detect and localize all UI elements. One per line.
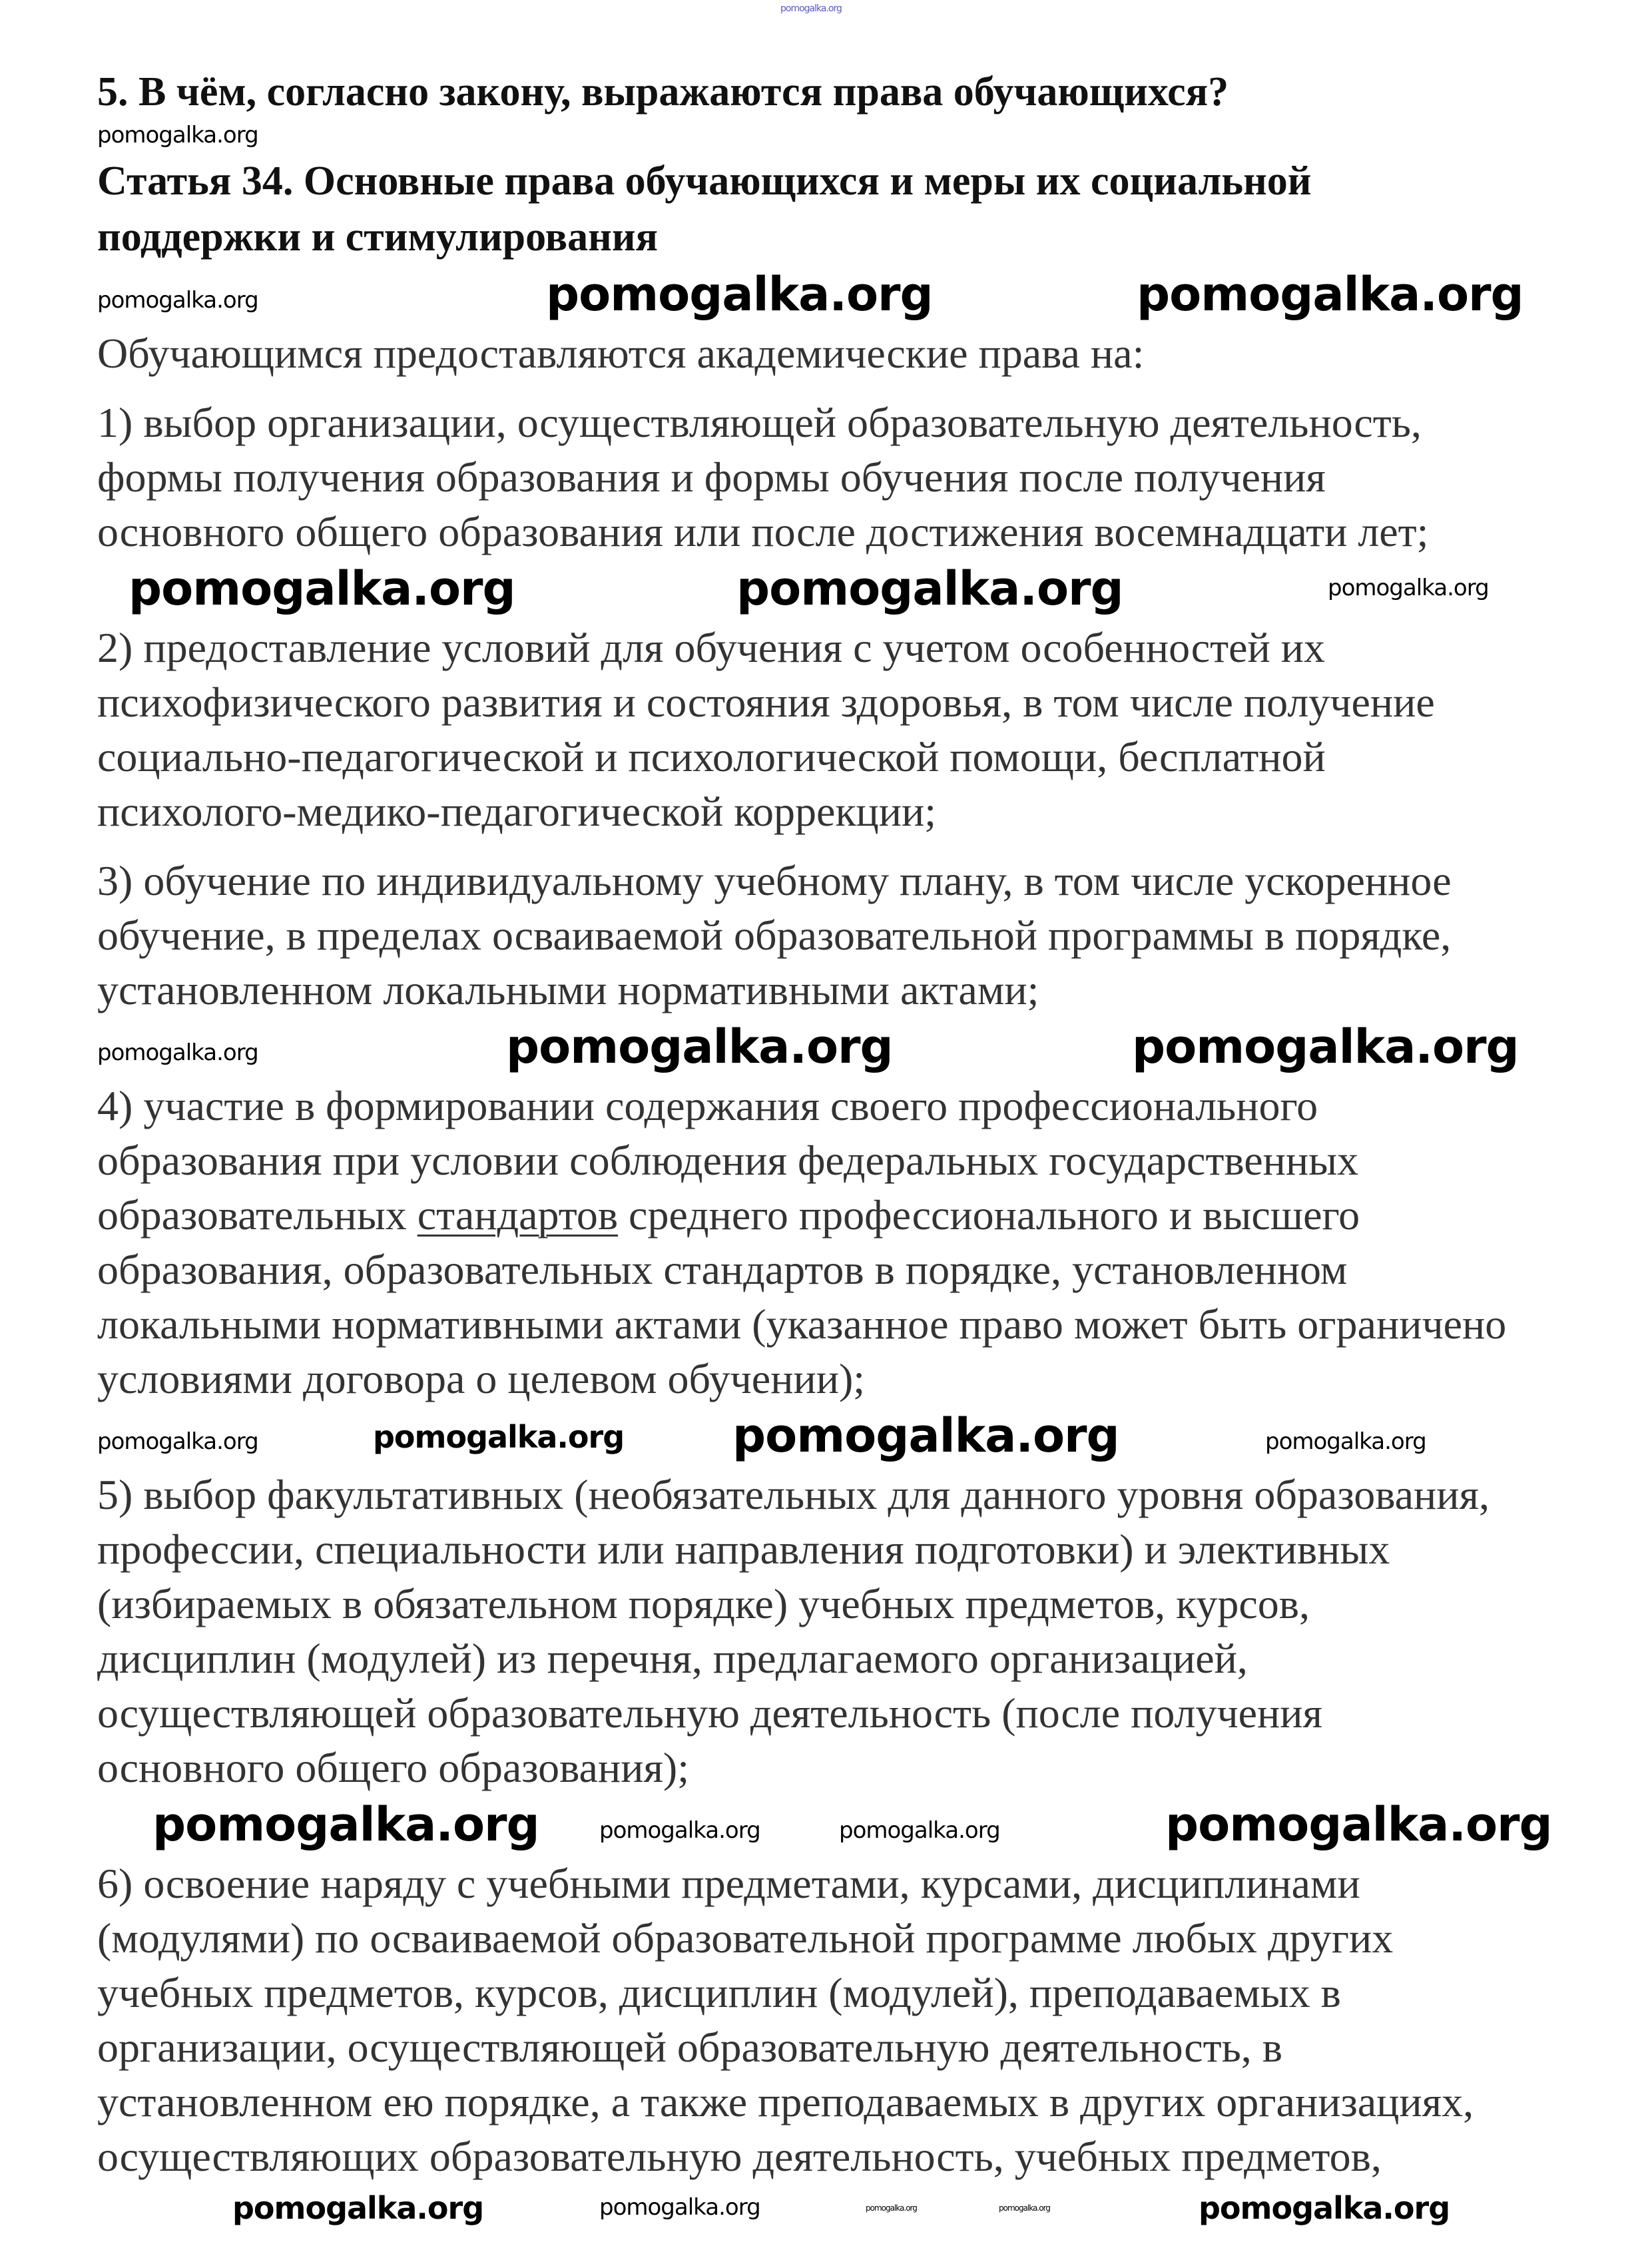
item-line: основного общего образования); [97, 1744, 689, 1791]
watermark: pomogalka.org [546, 267, 933, 322]
standards-link[interactable]: стандартов [417, 1191, 619, 1239]
item-line: 1) выбор организации, осуществляющей образовательную деятельность, [97, 399, 1422, 446]
item-line: учебных предметов, курсов, дисциплин (модулей), преподаваемых в [97, 1969, 1341, 2016]
item-4 [97, 1079, 1652, 1406]
item-6 [97, 1856, 1652, 2184]
item-text: среднего профессионального и высшего [618, 1191, 1360, 1239]
watermark: pomogalka.org [373, 1419, 625, 1455]
item-line: 4) участие в формировании содержания своего профессионального [97, 1082, 1318, 1129]
item-line: 3) обучение по индивидуальному учебному плану, в том числе ускоренное [97, 857, 1452, 904]
article-title [97, 153, 1652, 265]
watermark: pomogalka.org [866, 2203, 917, 2213]
watermark-row [0, 265, 1652, 326]
watermark: pomogalka.org [599, 1817, 760, 1844]
item-line: психофизического развития и состояния здоровья, в том числе получение [97, 679, 1435, 726]
item-line: (избираемых в обязательном порядке) учебных предметов, курсов, [97, 1580, 1310, 1627]
item-3 [97, 854, 1652, 1017]
watermark: pomogalka.org [97, 287, 258, 314]
watermark: pomogalka.org [839, 1817, 1000, 1844]
item-line: психолого-медико-педагогической коррекции; [97, 788, 937, 835]
watermark: pomogalka.org [1137, 267, 1523, 322]
item-line: локальными нормативными актами (указанное право может быть ограничено [97, 1300, 1507, 1348]
watermark: pomogalka.org [1328, 575, 1489, 601]
watermark-row [0, 1017, 1652, 1079]
item-line: 5) выбор факультативных (необязательных для данного уровня образования, [97, 1471, 1490, 1518]
watermark-row [0, 0, 1652, 24]
item-line: осуществляющей образовательную деятельность (после получения [97, 1689, 1322, 1737]
watermark: pomogalka.org [97, 122, 258, 148]
watermark-row [0, 120, 1652, 153]
watermark: pomogalka.org [506, 1019, 893, 1074]
question-text: 5. В чём, согласно закону, выражаются права обучающихся? [97, 69, 1229, 115]
item-line: образования при условии соблюдения федеральных государственных [97, 1137, 1359, 1184]
watermark: pomogalka.org [732, 1408, 1119, 1463]
item-line: профессии, специальности или направления подготовки) и элективных [97, 1526, 1390, 1573]
item-line: осуществляющих образовательную деятельность, учебных предметов, [97, 2133, 1382, 2180]
item-line: основного общего образования или после достижения восемнадцати лет; [97, 508, 1429, 555]
item-line: (модулями) по осваиваемой образовательной программе любых других [97, 1914, 1394, 1962]
watermark: pomogalka.org [152, 1797, 539, 1852]
item-line: установленном ею порядке, а также преподаваемых в других организациях, [97, 2078, 1474, 2125]
watermark: pomogalka.org [232, 2190, 484, 2226]
item-line: условиями договора о целевом обучении); [97, 1355, 866, 1402]
watermark-row [0, 2184, 1652, 2233]
watermark: pomogalka.org [599, 2194, 760, 2221]
item-2 [97, 621, 1652, 839]
item-line: 6) освоение наряду с учебными предметами, курсами, дисциплинами [97, 1860, 1360, 1907]
item-1 [97, 396, 1652, 559]
item-line: обучение, в пределах осваиваемой образовательной программы в порядке, [97, 912, 1452, 959]
watermark-row [0, 1795, 1652, 1856]
item-line: образования, образовательных стандартов в порядке, установленном [97, 1246, 1348, 1293]
item-line [97, 1188, 1652, 1243]
item-5 [97, 1468, 1652, 1795]
watermark: pomogalka.org [999, 2203, 1050, 2213]
watermark: pomogalka.org [1132, 1019, 1519, 1074]
watermark-row [0, 1406, 1652, 1468]
item-text: образовательных [97, 1191, 417, 1239]
watermark: pomogalka.org [736, 561, 1123, 616]
question-heading [97, 64, 1652, 120]
watermark: pomogalka.org [97, 1428, 258, 1455]
item-line: 2) предоставление условий для обучения с учетом особенностей их [97, 624, 1326, 671]
watermark: pomogalka.org [780, 3, 842, 14]
watermark-row [0, 559, 1652, 621]
item-line: формы получения образования и формы обучения после получения [97, 453, 1326, 501]
item-line: установленном локальными нормативными актами; [97, 966, 1039, 1013]
item-line: социально-педагогической и психологической помощи, бесплатной [97, 733, 1326, 780]
intro-text: Обучающимся предоставляются академические права на: [97, 330, 1145, 377]
watermark: pomogalka.org [1199, 2190, 1450, 2226]
article-title-line: Статья 34. Основные права обучающихся и меры их социальной [97, 158, 1312, 204]
item-line: дисциплин (модулей) из перечня, предлагаемого организацией, [97, 1635, 1248, 1682]
intro-paragraph [97, 326, 1652, 381]
watermark: pomogalka.org [1265, 1428, 1426, 1455]
watermark: pomogalka.org [129, 561, 515, 616]
item-line: организации, осуществляющей образовательную деятельность, в [97, 2024, 1282, 2071]
article-title-line: поддержки и стимулирования [97, 214, 659, 260]
watermark: pomogalka.org [1165, 1797, 1552, 1852]
watermark: pomogalka.org [97, 1039, 258, 1066]
